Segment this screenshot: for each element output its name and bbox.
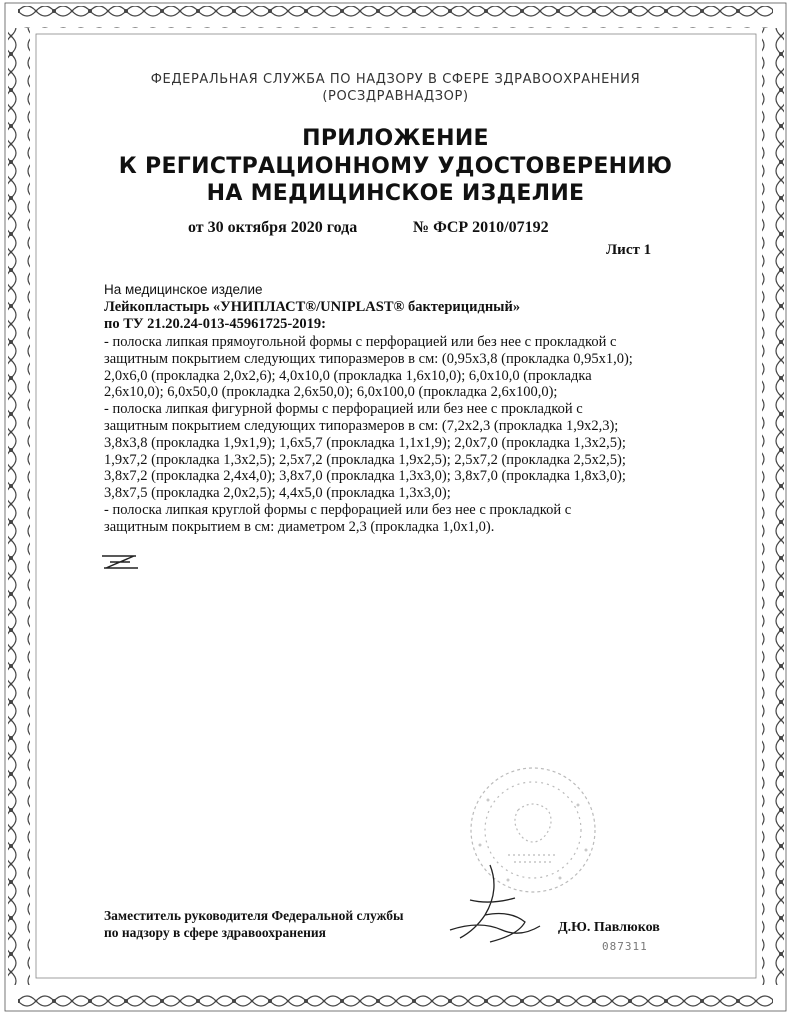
agency-name: ФЕДЕРАЛЬНАЯ СЛУЖБА ПО НАДЗОРУ В СФЕРЕ ЗДРАВООХРАНЕНИЯ	[150, 72, 641, 87]
description-line: 3,8x3,8 (прокладка 1,9x1,9); 1,6x5,7 (прокладка 1,1x1,9); 2,0x7,0 (прокладка 1,3x2,5);	[104, 434, 626, 451]
description-line: 1,9x7,2 (прокладка 1,3x2,5); 2,5x7,2 (прокладка 1,9x2,5); 2,5x7,2 (прокладка 2,5x2,5);	[104, 451, 626, 468]
description-line: защитным покрытием следующих типоразмеров в см: (0,95x3,8 (прокладка 0,95x1,0);	[104, 350, 633, 367]
description-line: защитным покрытием в см: диаметром 2,3 (прокладка 1,0x1,0).	[104, 518, 495, 535]
signature	[430, 860, 550, 950]
border-top	[18, 6, 773, 28]
agency-abbreviation: (РОСЗДРАВНАДЗОР)	[322, 89, 469, 104]
signer-name: Д.Ю. Павлюков	[558, 920, 660, 935]
description-line: 3,8x7,2 (прокладка 2,4x4,0); 3,8x7,0 (прокладка 1,3x3,0); 3,8x7,0 (прокладка 1,8x3,0);	[104, 468, 626, 485]
description-line: - полоска липкая фигурной формы с перфорацией или без нее с прокладкой с	[104, 401, 583, 418]
description-line: - полоска липкая прямоугольной формы с перфорацией или без нее с прокладкой с	[104, 334, 617, 350]
certificate-date: от 30 октября 2020 года	[188, 219, 358, 236]
signer-title-2: по надзору в сфере здравоохранения	[104, 925, 326, 940]
document-subtitle: К РЕГИСТРАЦИОННОМУ УДОСТОВЕРЕНИЮ	[118, 154, 673, 179]
intro-text: На медицинское изделие	[104, 282, 263, 297]
description-block	[104, 334, 674, 536]
sheet-number: Лист 1	[606, 242, 652, 258]
signer-title: Заместитель руководителя Федеральной службы	[104, 908, 404, 923]
product-name: Лейкопластырь «УНИПЛАСТ®/UNIPLAST® бактерицидный»	[104, 299, 521, 315]
description-line: защитным покрытием следующих типоразмеров в см: (7,2x2,3 (прокладка 1,9x2,3);	[104, 417, 619, 434]
end-of-text-mark	[100, 553, 140, 571]
description-line: 2,6x10,0); 6,0x50,0 (прокладка 2,6x50,0); 6,0x100,0 (прокладка 2,6x100,0);	[104, 384, 558, 401]
description-line: 3,8x7,5 (прокладка 2,0x2,5); 4,4x5,0 (прокладка 1,3x3,0);	[104, 485, 451, 502]
document-subtitle-2: НА МЕДИЦИНСКОЕ ИЗДЕЛИЕ	[206, 181, 585, 206]
certificate-number: № ФСР 2010/07192	[413, 219, 549, 236]
description-line: - полоска липкая круглой формы с перфорацией или без нее с прокладкой с	[104, 501, 572, 518]
border-bottom	[18, 985, 773, 1007]
technical-spec: по ТУ 21.20.24-013-45961725-2019:	[104, 316, 326, 332]
form-serial-number: 087311	[602, 940, 648, 953]
document-title: ПРИЛОЖЕНИЕ	[302, 126, 489, 151]
description-line: 2,0x6,0 (прокладка 2,0x2,6); 4,0x10,0 (прокладка 1,6x10,0); 6,0x10,0 (прокладка	[104, 367, 592, 384]
